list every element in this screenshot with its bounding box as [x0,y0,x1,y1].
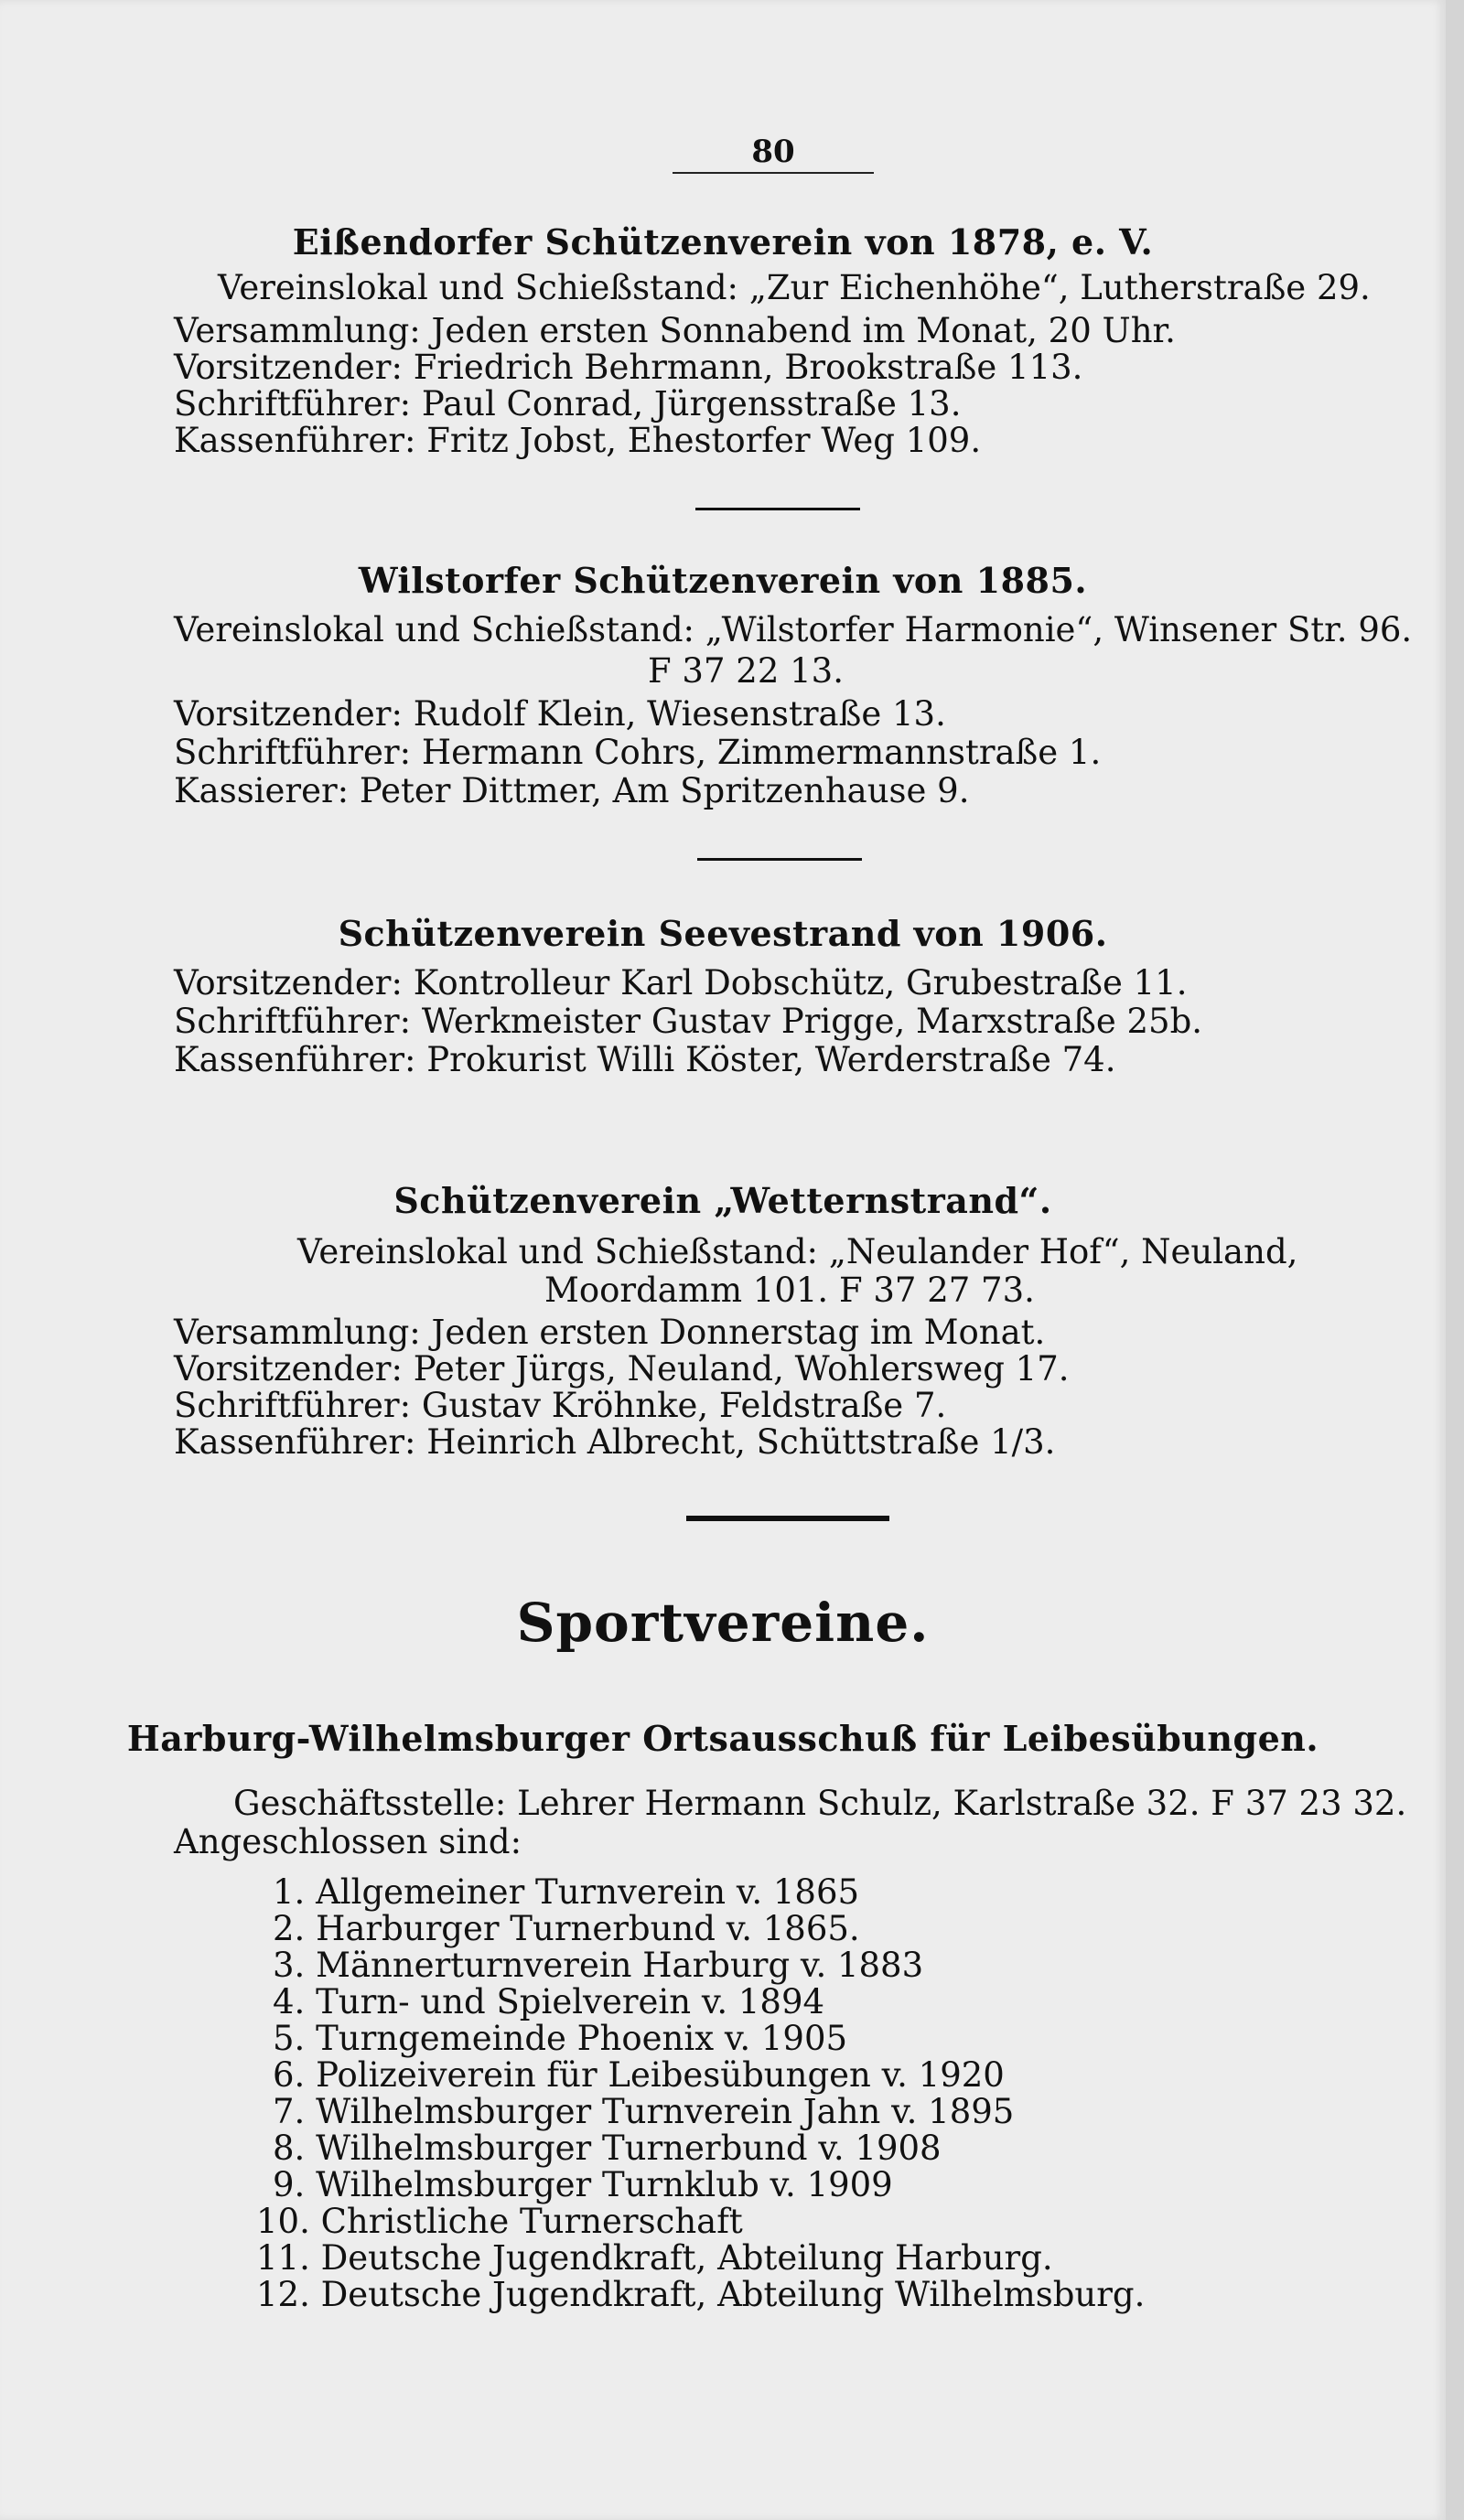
section-line: F 37 22 13. [648,651,844,691]
section-line: Vorsitzender: Peter Jürgs, Neuland, Wohlersweg 17. [174,1349,1070,1389]
section-separator [697,858,862,861]
club-item: 2. Harburger Turnerbund v. 1865. [273,1909,860,1948]
section-title-wetternstrand: Schützenverein „Wetternstrand“. [393,1180,1052,1221]
section-line: Kassierer: Peter Dittmer, Am Spritzenhause 9. [174,771,970,810]
section-line: Vorsitzender: Friedrich Behrmann, Brookstraße 113. [174,348,1083,387]
section-title-wilstorf: Wilstorfer Schützenverein von 1885. [358,560,1088,601]
section-title-eissendorf: Eißendorfer Schützenverein von 1878, e. V. [292,221,1154,263]
section-line: Vorsitzender: Rudolf Klein, Wiesenstraße 13. [174,694,946,734]
section-line: Vereinslokal und Schießstand: „Wilstorfer Harmonie“, Winsener Str. 96. [174,610,1413,649]
section-line: Kassenführer: Prokurist Willi Köster, Werderstraße 74. [174,1040,1116,1079]
club-item: 11. Deutsche Jugendkraft, Abteilung Harburg. [256,2238,1053,2278]
section-line: Kassenführer: Fritz Jobst, Ehestorfer Weg 109. [174,421,982,460]
club-item: 7. Wilhelmsburger Turnverein Jahn v. 1895 [273,2092,1015,2131]
club-item: 9. Wilhelmsburger Turnklub v. 1909 [273,2165,893,2204]
club-item: 10. Christliche Turnerschaft [256,2202,743,2241]
section-line: Vereinslokal und Schießstand: „Zur Eichenhöhe“, Lutherstraße 29. [218,268,1371,307]
sport-heading: Sportvereine. [516,1592,930,1654]
club-item: 12. Deutsche Jugendkraft, Abteilung Wilhelmsburg. [256,2275,1146,2314]
club-item: 1. Allgemeiner Turnverein v. 1865 [273,1872,860,1912]
page-edge [1446,0,1464,2520]
section-line: Schriftführer: Werkmeister Gustav Prigge, Marxstraße 25b. [174,1002,1203,1041]
section-line: Vorsitzender: Kontrolleur Karl Dobschütz, Grubestraße 11. [174,963,1188,1003]
section-separator [695,508,860,510]
major-separator [686,1516,889,1521]
sport-subheading: Harburg-Wilhelmsburger Ortsausschuß für Leibesübungen. [126,1718,1319,1759]
affiliated-label: Angeschlossen sind: [174,1822,522,1861]
section-line: Kassenführer: Heinrich Albrecht, Schüttstraße 1/3. [174,1422,1056,1462]
section-line: Versammlung: Jeden ersten Donnerstag im Monat. [174,1313,1046,1352]
club-item: 6. Polizeiverein für Leibesübungen v. 1920 [273,2055,1005,2095]
office-line: Geschäftsstelle: Lehrer Hermann Schulz, Karlstraße 32. F 37 23 32. [233,1784,1407,1823]
club-item: 3. Männerturnverein Harburg v. 1883 [273,1946,924,1985]
club-item: 8. Wilhelmsburger Turnerbund v. 1908 [273,2129,942,2168]
section-line: Schriftführer: Paul Conrad, Jürgensstraße 13. [174,384,962,424]
club-item: 4. Turn- und Spielverein v. 1894 [273,1982,825,2021]
page-number-rule [673,172,874,174]
section-line: Moordamm 101. F 37 27 73. [544,1271,1035,1310]
section-line: Schriftführer: Gustav Kröhnke, Feldstraße 7. [174,1386,947,1425]
page-number: 80 [751,134,795,170]
section-title-seevestrand: Schützenverein Seevestrand von 1906. [338,913,1108,954]
section-line: Vereinslokal und Schießstand: „Neulander Hof“, Neuland, [297,1232,1298,1271]
section-line: Schriftführer: Hermann Cohrs, Zimmermannstraße 1. [174,733,1102,772]
club-item: 5. Turngemeinde Phoenix v. 1905 [273,2019,848,2058]
section-line: Versammlung: Jeden ersten Sonnabend im Monat, 20 Uhr. [174,311,1176,350]
